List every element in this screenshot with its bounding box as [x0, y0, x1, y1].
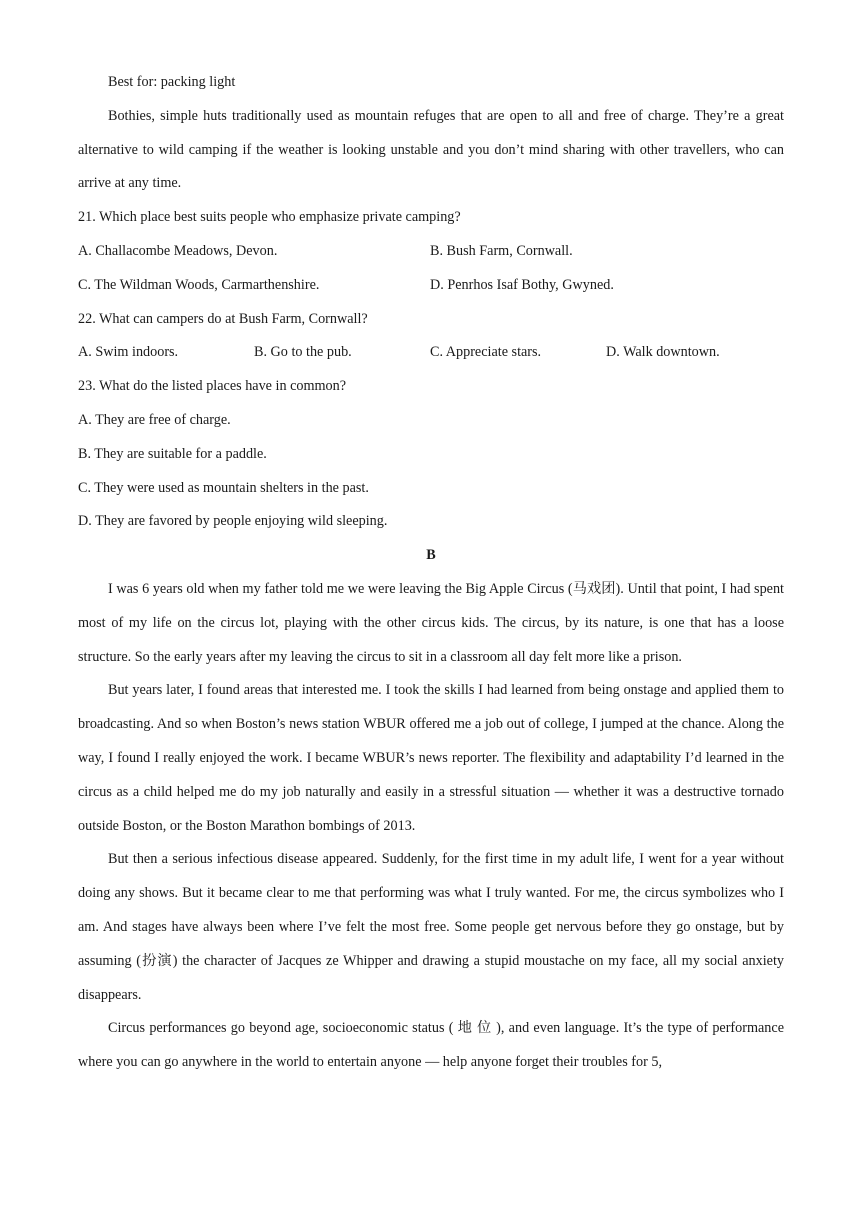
- passage-b-paragraph-2: But years later, I found areas that interested me. I took the skills I had learned from being onstage and applied them to broadcasting. And so when Boston’s news station WBUR offered me a job out of college, I jumped at the chance. Along the way, I found I really enjoyed the work. I became WBUR’s news reporter. The flexibility and adaptability I’d learned in the circus as a child helped me do my job naturally and easily in a stressful situation — whether it was a destructive tornado outside Boston, or the Boston Marathon bombings of 2013.: [78, 682, 784, 834]
- passage-b-paragraph-4: Circus performances go beyond age, socioeconomic status ( 地 位 ), and even language. It’s the type of performance where you can go anywhere in the world to entertain anyone — help anyone forget their troubles for 5,: [78, 1020, 784, 1071]
- question-23-option-a: A. They are free of charge.: [78, 411, 231, 428]
- question-23-option-d: D. They are favored by people enjoying wild sleeping.: [78, 513, 388, 530]
- question-22-option-d: D. Walk downtown.: [606, 344, 720, 361]
- question-22-stem: 22. What can campers do at Bush Farm, Cornwall?: [78, 310, 368, 327]
- question-21-option-b: B. Bush Farm, Cornwall.: [430, 242, 573, 259]
- question-21-options-row-1: [78, 235, 784, 269]
- question-23-option-b: B. They are suitable for a paddle.: [78, 445, 267, 462]
- question-21-option-a: A. Challacombe Meadows, Devon.: [78, 242, 278, 259]
- question-22-options-row: [78, 336, 784, 370]
- passage-b-paragraph-1: I was 6 years old when my father told me we were leaving the Big Apple Circus (马戏团). Until that point, I had spent most of my life on the circus lot, playing with the other circus kids. The circus, by its nature, is one that has a loose structure. So the early years after my leaving the circus to sit in a classroom all day felt more like a prison.: [78, 580, 784, 665]
- question-21-option-d: D. Penrhos Isaf Bothy, Gwyned.: [430, 276, 614, 293]
- question-22-option-a: A. Swim indoors.: [78, 344, 179, 361]
- question-21-stem: 21. Which place best suits people who emphasize private camping?: [78, 209, 461, 226]
- passage-b-paragraph-3: But then a serious infectious disease appeared. Suddenly, for the first time in my adult life, I went for a year without doing any shows. But it became clear to me that performing was what I truly wanted. For me, the circus symbolizes who I am. And stages have always been where I’ve felt the most free. Some people get nervous before they go onstage, but by assuming (扮演) the character of Jacques ze Whipper and drawing a stupid moustache on my face, all my social anxiety disappears.: [78, 851, 784, 1003]
- best-for-line: Best for: packing light: [108, 74, 236, 90]
- question-22-option-b: B. Go to the pub.: [254, 344, 352, 361]
- bothies-paragraph: Bothies, simple huts traditionally used as mountain refuges that are open to all and free of charge. They’re a great alternative to wild camping if the weather is looking unstable and you don’t mind sharing with other travellers, who can arrive at any time.: [78, 107, 784, 192]
- question-22-option-c: C. Appreciate stars.: [430, 344, 542, 361]
- question-21-option-c: C. The Wildman Woods, Carmarthenshire.: [78, 276, 320, 293]
- question-23-option-c: C. They were used as mountain shelters in the past.: [78, 479, 369, 496]
- question-23-stem: 23. What do the listed places have in common?: [78, 378, 347, 395]
- section-b-heading: B: [426, 547, 436, 564]
- page-content: [78, 66, 784, 1080]
- question-21-options-row-2: [78, 269, 784, 303]
